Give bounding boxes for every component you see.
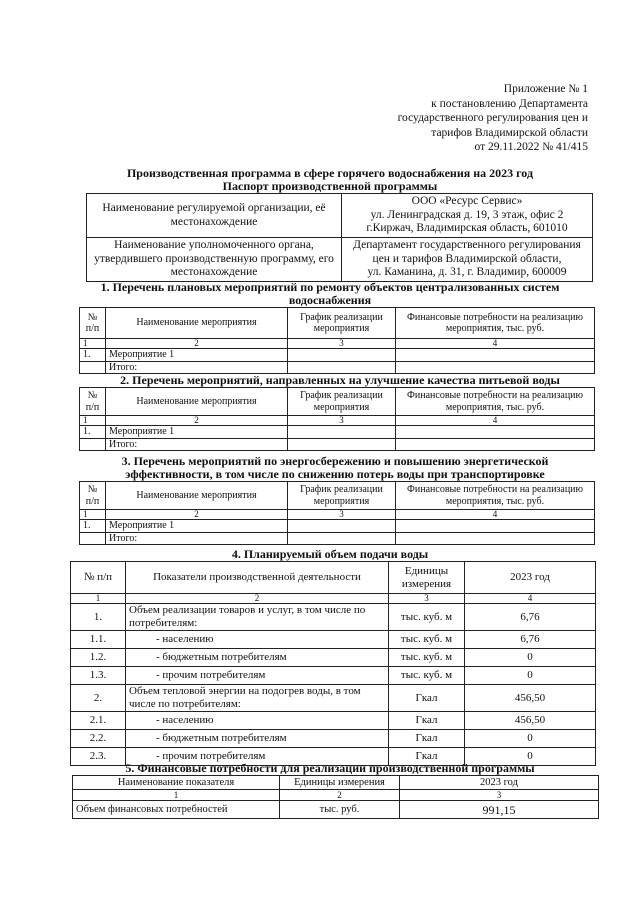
header-num: № п/п — [80, 388, 106, 416]
header-finance: Финансовые потребности на реализацию мероприятия, тыс. руб. — [396, 388, 595, 416]
row-unit: Гкал — [389, 730, 465, 748]
table-row — [80, 349, 595, 362]
col-number: 1 — [80, 339, 106, 349]
col-number: 3 — [288, 510, 396, 520]
row-unit: тыс. куб. м — [389, 604, 465, 631]
header-indicator: Наименование показателя — [73, 776, 280, 790]
row-num: 2.1. — [71, 712, 126, 730]
value-line: Департамент государственного регулирования — [353, 239, 581, 252]
header-finance: Финансовые потребности на реализацию мероприятия, тыс. руб. — [396, 482, 595, 510]
document-title: Производственная программа в сфере горячего водоснабжения на 2023 год — [126, 166, 534, 180]
row-num: 1. — [80, 426, 106, 439]
empty-cell — [396, 438, 595, 451]
row-indicator: - населению — [126, 631, 389, 649]
section-3-title: 3. Перечень мероприятий по энергосбережению и повышению энергетической эффективности, в том числе по снижению потерь воды при транспортировке — [121, 454, 549, 481]
row-num: 1.3. — [71, 667, 126, 685]
row-finance — [396, 349, 595, 362]
table-row — [71, 604, 596, 631]
appendix-block — [328, 82, 588, 155]
row-unit: тыс. руб. — [280, 801, 400, 819]
col-number: 4 — [396, 416, 595, 426]
passport-row — [87, 238, 593, 282]
measures-table-2 — [79, 387, 595, 451]
row-schedule — [288, 520, 396, 533]
header-num: № п/п — [71, 562, 126, 594]
passport-label: Наименование регулируемой организации, её местонахождение — [87, 194, 342, 238]
passport-value — [342, 238, 593, 282]
table-row — [73, 801, 599, 819]
total-row — [80, 438, 595, 451]
row-value: 0 — [465, 748, 596, 766]
empty-cell — [288, 361, 396, 374]
col-number: 1 — [80, 416, 106, 426]
row-value: 991,15 — [400, 801, 599, 819]
row-value: 0 — [465, 649, 596, 667]
col-number: 4 — [465, 594, 596, 604]
header-schedule: График реализации мероприятия — [288, 482, 396, 510]
value-line: г.Киржач, Владимирская область, 601010 — [366, 222, 568, 235]
section-4-title: 4. Планируемый объем подачи воды — [231, 547, 429, 561]
header-year: 2023 год — [400, 776, 599, 790]
empty-cell — [396, 532, 595, 545]
row-indicator: Объем реализации товаров и услуг, в том числе по потребителям: — [126, 604, 389, 631]
col-number: 4 — [396, 510, 595, 520]
col-number: 2 — [106, 339, 288, 349]
row-unit: тыс. куб. м — [389, 631, 465, 649]
header-unit: Единицы измерения — [280, 776, 400, 790]
table-row — [71, 649, 596, 667]
row-value: 6,76 — [465, 604, 596, 631]
header-name: Наименование мероприятия — [106, 388, 288, 416]
row-indicator: - бюджетным потребителям — [126, 730, 389, 748]
appendix-line: тарифов Владимирской области — [431, 126, 588, 139]
header-year: 2023 год — [465, 562, 596, 594]
measures-table-3 — [79, 481, 595, 545]
value-line: ООО «Ресурс Сервис» — [411, 195, 523, 208]
total-row — [80, 361, 595, 374]
row-schedule — [288, 426, 396, 439]
row-unit: Гкал — [389, 748, 465, 766]
empty-cell — [80, 438, 106, 451]
row-name: Мероприятие 1 — [106, 426, 288, 439]
col-number: 3 — [389, 594, 465, 604]
col-number: 3 — [288, 339, 396, 349]
section-1-title: 1. Перечень плановых мероприятий по ремонту объектов централизованных систем водоснабжения — [100, 280, 560, 307]
header-num: № п/п — [80, 308, 106, 339]
row-unit: тыс. куб. м — [389, 667, 465, 685]
passport-table — [86, 193, 593, 282]
row-value: 6,76 — [465, 631, 596, 649]
col-number: 2 — [280, 790, 400, 801]
total-row — [80, 532, 595, 545]
passport-value — [342, 194, 593, 238]
row-value: 456,50 — [465, 685, 596, 712]
table-row — [71, 730, 596, 748]
col-number: 2 — [126, 594, 389, 604]
row-value: 0 — [465, 667, 596, 685]
row-num: 1. — [71, 604, 126, 631]
value-line: ул. Ленинградская д. 19, 3 этаж, офис 2 — [370, 208, 564, 221]
col-number: 4 — [396, 339, 595, 349]
col-number: 1 — [73, 790, 280, 801]
total-label: Итого: — [106, 361, 288, 374]
row-name: Мероприятие 1 — [106, 349, 288, 362]
passport-title: Паспорт производственной программы — [222, 179, 438, 193]
appendix-line: к постановлению Департамента — [431, 97, 588, 110]
empty-cell — [80, 361, 106, 374]
col-number: 1 — [80, 510, 106, 520]
header-schedule: График реализации мероприятия — [288, 308, 396, 339]
header-num: № п/п — [80, 482, 106, 510]
col-number: 1 — [71, 594, 126, 604]
row-num: 2. — [71, 685, 126, 712]
header-indicator: Показатели производственной деятельности — [126, 562, 389, 594]
row-indicator: Объем тепловой энергии на подогрев воды, в том числе по потребителям: — [126, 685, 389, 712]
row-indicator: Объем финансовых потребностей — [73, 801, 280, 819]
col-number: 3 — [400, 790, 599, 801]
row-indicator: - бюджетным потребителям — [126, 649, 389, 667]
col-number: 3 — [288, 416, 396, 426]
appendix-line: Приложение № 1 — [503, 83, 588, 95]
row-unit: Гкал — [389, 685, 465, 712]
empty-cell — [288, 438, 396, 451]
row-num: 1.1. — [71, 631, 126, 649]
row-schedule — [288, 349, 396, 362]
finance-table — [72, 775, 599, 819]
row-value: 0 — [465, 730, 596, 748]
appendix-line: государственного регулирования цен и — [397, 112, 588, 124]
empty-cell — [80, 532, 106, 545]
table-row — [71, 685, 596, 712]
measures-table-1 — [79, 307, 595, 374]
section-2-title: 2. Перечень мероприятий, направленных на улучшение качества питьевой воды — [120, 373, 560, 387]
row-unit: тыс. куб. м — [389, 649, 465, 667]
header-unit: Единицы измерения — [389, 562, 465, 594]
row-num: 1.2. — [71, 649, 126, 667]
table-row — [71, 631, 596, 649]
empty-cell — [288, 532, 396, 545]
row-num: 1. — [80, 349, 106, 362]
table-row — [80, 426, 595, 439]
col-number: 2 — [106, 416, 288, 426]
row-unit: Гкал — [389, 712, 465, 730]
row-indicator: - прочим потребителям — [126, 748, 389, 766]
row-indicator: - населению — [126, 712, 389, 730]
col-number: 2 — [106, 510, 288, 520]
total-label: Итого: — [106, 438, 288, 451]
row-finance — [396, 426, 595, 439]
passport-row — [87, 194, 593, 238]
header-finance: Финансовые потребности на реализацию мероприятия, тыс. руб. — [396, 308, 595, 339]
table-row — [71, 712, 596, 730]
value-line: цен и тарифов Владимирской области, — [372, 252, 562, 265]
header-name: Наименование мероприятия — [106, 308, 288, 339]
row-name: Мероприятие 1 — [106, 520, 288, 533]
row-value: 456,50 — [465, 712, 596, 730]
table-row — [80, 520, 595, 533]
header-schedule: График реализации мероприятия — [288, 388, 396, 416]
row-num: 1. — [80, 520, 106, 533]
table-row — [71, 667, 596, 685]
header-name: Наименование мероприятия — [106, 482, 288, 510]
row-finance — [396, 520, 595, 533]
volume-table — [70, 561, 596, 766]
passport-label: Наименование уполномоченного органа, утвердившего производственную программу, его местонахождение — [87, 238, 342, 282]
row-num: 2.3. — [71, 748, 126, 766]
row-indicator: - прочим потребителям — [126, 667, 389, 685]
appendix-line: от 29.11.2022 № 41/415 — [474, 141, 588, 153]
total-label: Итого: — [106, 532, 288, 545]
row-num: 2.2. — [71, 730, 126, 748]
section-5-title: 5. Финансовые потребности для реализации производственной программы — [125, 761, 535, 775]
value-line: ул. Каманина, д. 31, г. Владимир, 600009 — [367, 266, 567, 279]
empty-cell — [396, 361, 595, 374]
